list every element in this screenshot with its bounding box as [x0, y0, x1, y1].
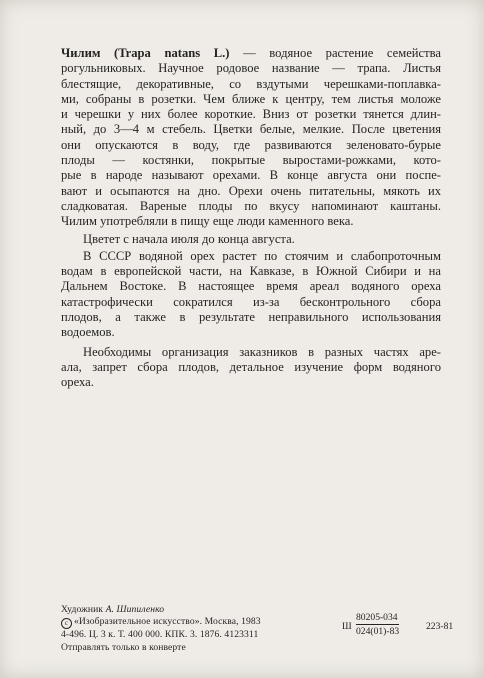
text-line: и черешки у них более короткие. Вниз от розетки тянется длин- — [61, 107, 441, 122]
text-line: рые в народе называют орехами. В конце августа они поспе- — [61, 168, 441, 183]
text-line: сладковатая. Вареные плоды по вкусу напоминают каштаны. — [61, 198, 441, 213]
price-code-numerator: 80205-034 — [356, 612, 398, 623]
paragraph-distribution — [61, 249, 441, 341]
text-line: Чилим употребляли в пищу еще люди каменного века. — [61, 214, 354, 229]
price-code-denominator: 024(01)-83 — [356, 626, 400, 637]
text-line: плоды — костянки, покрытые выростами-рожками, кото- — [61, 153, 441, 168]
copyright-icon: c — [61, 618, 72, 629]
paragraph-flowering: Цветет с начала июля до конца августа. — [83, 231, 295, 246]
price-code-suffix: 223-81 — [426, 621, 454, 632]
text-line: водам в европейской части, на Кавказе, в Южной Сибири и на — [61, 264, 441, 279]
text-line: ореха. — [61, 375, 94, 390]
artist-line — [61, 604, 331, 616]
text-line: ми, собраны в розетки. Чем ближе к центру, тем листья моложе — [61, 91, 441, 106]
paragraph-conservation — [61, 345, 441, 391]
price-code-fraction — [356, 612, 399, 638]
publisher-text: «Изобразительное искусство». Москва, 1983 — [74, 616, 261, 628]
text-line: ный, до 3—4 м стебель. Цветки белые, мелкие. После цветения — [61, 122, 441, 137]
text-line: катастрофически сократился из-за бесконтрольного сбора — [61, 294, 441, 309]
text-line: Дальнем Востоке. В настоящее время ареал водяного ореха — [61, 279, 441, 294]
text-line: Необходимы организация заказников в разных частях аре- — [83, 344, 441, 359]
artist-label: Художник — [61, 604, 104, 615]
text-line: ала, запрет сбора плодов, детальное изучение форм водяного — [61, 359, 441, 374]
print-info-line: 4-496. Ц. 3 к. Т. 400 000. КПК. 3. 1876. 4123311 — [61, 629, 259, 641]
text-line: Чилим (Trapa natans L.) — водяное растение семейства — [61, 46, 441, 60]
artist-name: А. Шипиленко — [105, 604, 165, 615]
paragraph-description — [61, 46, 441, 230]
publisher-line — [61, 616, 331, 629]
text-line: водоемов. — [61, 325, 115, 340]
price-code-prefix: Ш — [342, 621, 352, 632]
text-line: они опускаются в воду, где развиваются зеленовато-бурые — [61, 137, 441, 152]
species-title: Чилим (Trapa natans L.) — [61, 46, 230, 60]
text-line: плодов, а также в результате неправильного использования — [61, 310, 441, 325]
text-line: В СССР водяной орех растет по стоячим и слабопроточным — [83, 248, 441, 263]
imprint-credits — [61, 604, 331, 654]
text-line: вают и осыпаются на дно. Орехи очень питательны, мякоть их — [61, 183, 441, 198]
description-text — [61, 46, 441, 391]
text-line: блестящие, декоративные, со вздутыми черешками-поплавка- — [61, 76, 441, 91]
text-line: рогульниковых. Научное родовое название — трапа. Листья — [61, 61, 441, 76]
mailing-note: Отправлять только в конверте — [61, 641, 186, 653]
